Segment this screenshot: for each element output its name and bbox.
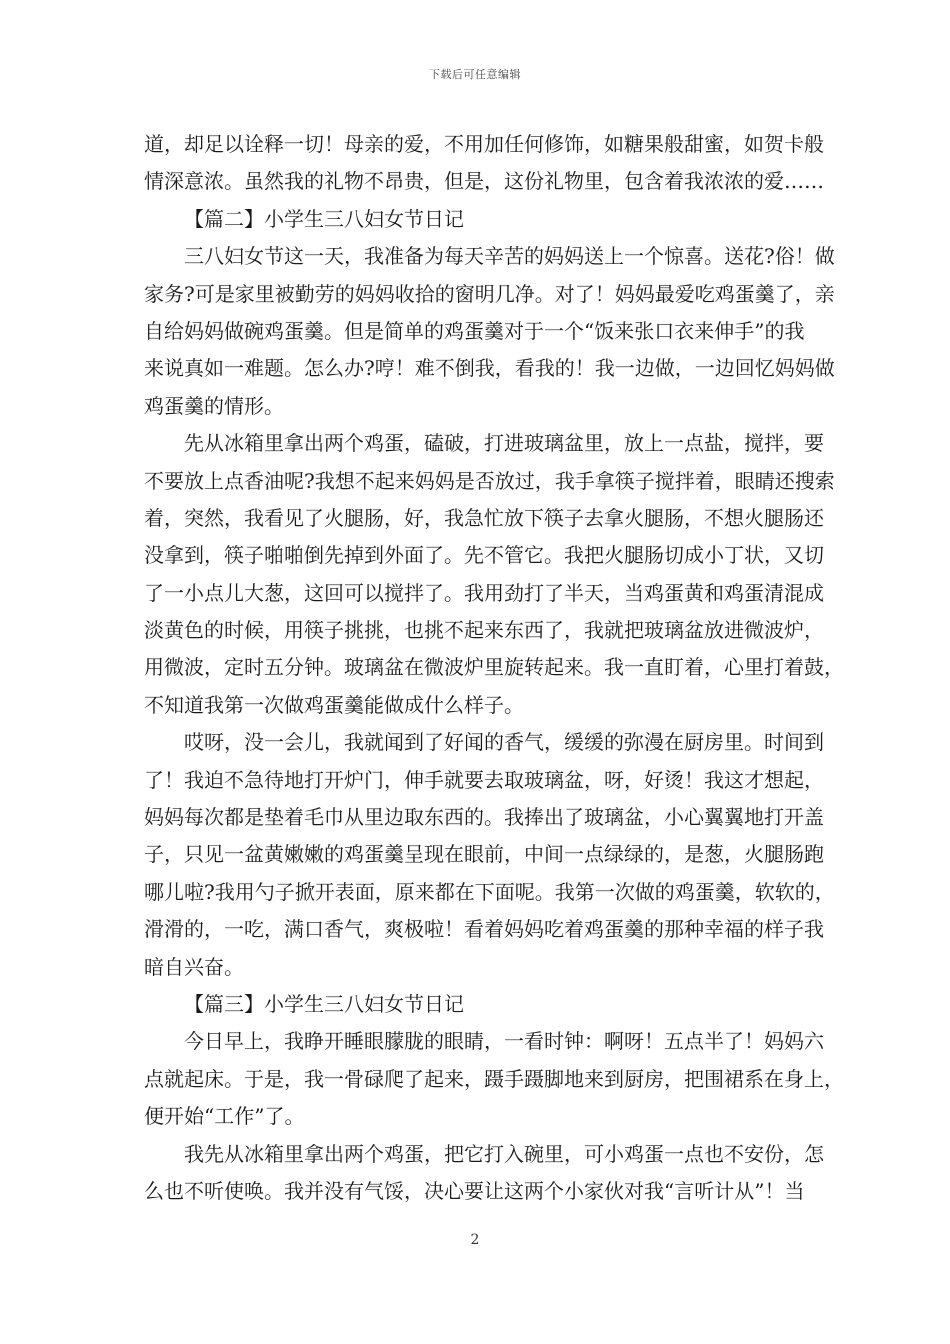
paragraph-line: 哎呀，没一会儿，我就闻到了好闻的香气，缓缓的弥漫在厨房里。时间到 bbox=[184, 730, 824, 755]
paragraph-line: 不知道我第一次做鸡蛋羹能做成什么样子。 bbox=[144, 692, 524, 717]
paragraph-line: 鸡蛋羹的情形。 bbox=[144, 393, 284, 418]
document-body bbox=[144, 126, 844, 1210]
paragraph-line: 了一小点儿大葱，这回可以搅拌了。我用劲打了半天，当鸡蛋黄和鸡蛋清混成 bbox=[144, 580, 824, 605]
page-number: 2 bbox=[470, 1232, 480, 1248]
paragraph-line: 么也不听使唤。我并没有气馁，决心要让这两个小家伙对我“言听计从”！当 bbox=[144, 1178, 805, 1203]
section-heading: 【篇二】小学生三八妇女节日记 bbox=[184, 206, 464, 231]
paragraph-line: 哪儿啦?我用勺子掀开表面，原来都在下面呢。我第一次做的鸡蛋羹，软软的， bbox=[144, 879, 835, 904]
paragraph-line: 我先从冰箱里拿出两个鸡蛋，把它打入碗里，可小鸡蛋一点也不安份，怎 bbox=[184, 1141, 824, 1166]
paragraph-line: 着，突然，我看见了火腿肠，好，我急忙放下筷子去拿火腿肠，不想火腿肠还 bbox=[144, 505, 824, 530]
paragraph-line: 没拿到，筷子啪啪倒先掉到外面了。先不管它。我把火腿肠切成小丁状，又切 bbox=[144, 543, 824, 568]
paragraph-line: 来说真如一难题。怎么办?哼！难不倒我，看我的！我一边做，一边回忆妈妈做 bbox=[144, 356, 835, 381]
paragraph-line: 子，只见一盆黄嫩嫩的鸡蛋羹呈现在眼前，中间一点绿绿的，是葱，火腿肠跑 bbox=[144, 842, 824, 867]
paragraph-line: 情深意浓。虽然我的礼物不昂贵，但是，这份礼物里，包含着我浓浓的爱…… bbox=[144, 169, 824, 194]
paragraph-line: 自给妈妈做碗鸡蛋羹。但是简单的鸡蛋羹对于一个“饭来张口衣来伸手”的我 bbox=[144, 318, 805, 343]
paragraph-line: 用微波，定时五分钟。玻璃盆在微波炉里旋转起来。我一直盯着，心里打着鼓， bbox=[144, 655, 844, 680]
paragraph-line: 了！我迫不急待地打开炉门，伸手就要去取玻璃盆，呀，好烫！我这才想起， bbox=[144, 767, 824, 792]
paragraph-line: 先从冰箱里拿出两个鸡蛋，磕破，打进玻璃盆里，放上一点盐，搅拌，要 bbox=[184, 431, 824, 456]
page-header: 下载后可任意编辑 bbox=[429, 68, 521, 81]
paragraph-line: 道，却足以诠释一切！母亲的爱，不用加任何修饰，如糖果般甜蜜，如贺卡般 bbox=[144, 132, 824, 156]
paragraph-line: 家务?可是家里被勤劳的妈妈收拾的窗明几净。对了！妈妈最爱吃鸡蛋羹了，亲 bbox=[144, 281, 835, 306]
paragraph-line: 淡黄色的时候，用筷子挑挑，也挑不起来东西了，我就把玻璃盆放进微波炉， bbox=[144, 618, 824, 643]
paragraph-line: 不要放上点香油呢?我想不起来妈妈是否放过，我手拿筷子搅拌着，眼睛还搜索 bbox=[144, 468, 835, 493]
paragraph-line: 今日早上，我睁开睡眼朦胧的眼睛，一看时钟：啊呀！五点半了！妈妈六 bbox=[184, 1029, 824, 1054]
paragraph-line: 便开始“工作”了。 bbox=[144, 1104, 305, 1129]
section-heading: 【篇三】小学生三八妇女节日记 bbox=[184, 991, 464, 1016]
paragraph-line: 点就起床。于是，我一骨碌爬了起来，蹑手蹑脚地来到厨房，把围裙系在身上， bbox=[144, 1066, 844, 1091]
paragraph-line: 妈妈每次都是垫着毛巾从里边取东西的。我捧出了玻璃盆，小心翼翼地打开盖 bbox=[144, 805, 824, 830]
paragraph-line: 暗自兴奋。 bbox=[144, 954, 244, 979]
paragraph-line: 滑滑的，一吃，满口香气，爽极啦！看着妈妈吃着鸡蛋羹的那种幸福的样子我 bbox=[144, 917, 824, 942]
paragraph-line: 三八妇女节这一天，我准备为每天辛苦的妈妈送上一个惊喜。送花?俗！做 bbox=[184, 244, 835, 269]
